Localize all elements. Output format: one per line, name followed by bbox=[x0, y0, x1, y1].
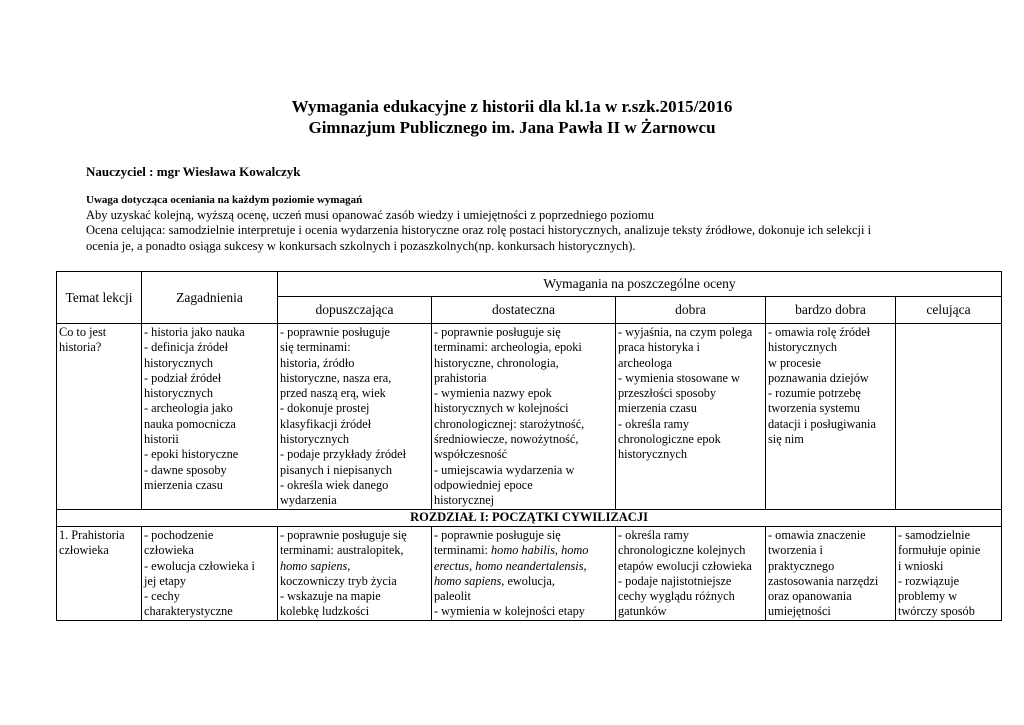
section-row bbox=[57, 510, 1002, 527]
cell-line: - wskazuje na mapie bbox=[280, 589, 381, 604]
cell-line: - wyjaśnia, na czym polega bbox=[618, 325, 753, 339]
cell-line: Co to jest bbox=[59, 325, 107, 339]
cell-grade-bardzo-dobra bbox=[766, 324, 896, 510]
cell-grade-celujaca bbox=[896, 527, 1002, 621]
cell-line: koczowniczy tryb życia bbox=[280, 573, 397, 588]
cell-grade-dostateczna bbox=[432, 527, 616, 621]
cell-line: historycznych bbox=[144, 386, 213, 401]
header-grade: dostateczna bbox=[432, 297, 616, 324]
header-grade: bardzo dobra bbox=[766, 297, 896, 324]
header-grade: celująca bbox=[896, 297, 1002, 324]
cell-line: historycznych bbox=[280, 432, 349, 447]
cell-line: historyczne, chronologia, bbox=[434, 355, 559, 370]
cell-line: historia? bbox=[59, 340, 102, 355]
cell-line: datacji i posługiwania bbox=[768, 416, 876, 431]
cell-grade-celujaca bbox=[896, 324, 1002, 510]
document-title: Wymagania edukacyjne z historii dla kl.1a w r.szk.2015/2016 bbox=[291, 97, 733, 116]
cell-line: problemy w bbox=[898, 589, 958, 604]
teacher-name: Nauczyciel : mgr Wiesława Kowalczyk bbox=[86, 164, 301, 179]
cell-line: terminami: archeologia, epoki bbox=[434, 340, 582, 355]
header-requirements: Wymagania na poszczególne oceny bbox=[278, 272, 1002, 297]
cell-line: wydarzenia bbox=[280, 493, 337, 508]
header-issues: Zagadnienia bbox=[142, 272, 278, 324]
cell-line: - ewolucja człowieka i bbox=[144, 558, 255, 573]
cell-line: - poprawnie posługuje się bbox=[280, 528, 407, 542]
header-grade: dopuszczająca bbox=[278, 297, 432, 324]
cell-line: - określa wiek danego bbox=[280, 477, 389, 492]
cell-line: - rozumie potrzebę bbox=[768, 386, 861, 401]
cell-line: - dawne sposoby bbox=[144, 462, 227, 477]
cell-line: - poprawnie posługuje bbox=[280, 325, 390, 339]
cell-line: charakterystyczne bbox=[144, 604, 233, 619]
cell-line: formułuje opinie bbox=[898, 543, 981, 558]
cell-line: pisanych i niepisanych bbox=[280, 462, 393, 477]
section-title: ROZDZIAŁ I: POCZĄTKI CYWILIZACJI bbox=[57, 510, 1002, 527]
grading-note-line: Ocena celująca: samodzielnie interpretuje i ocenia wydarzenia historyczne oraz rolę postaci historycznych, analizuje teksty źródłowe, dokonuje ich selekcji i bbox=[86, 223, 872, 238]
cell-line: współczesność bbox=[434, 447, 508, 462]
cell-line: chronologicznej: starożytność, bbox=[434, 416, 585, 431]
cell-line: - historia jako nauka bbox=[144, 325, 245, 339]
cell-line: i wnioski bbox=[898, 558, 944, 573]
cell-line: - omawia rolę źródeł bbox=[768, 325, 871, 339]
cell-line: - wymienia nazwy epok bbox=[434, 386, 552, 401]
cell-line: paleolit bbox=[434, 589, 471, 604]
grading-note-line: ocenia je, a ponadto osiąga sukcesy w konkursach szkolnych i pozaszkolnych(np. konkursach historycznych). bbox=[86, 238, 636, 253]
cell-line: gatunków bbox=[618, 604, 667, 619]
cell-grade-dopuszczajaca bbox=[278, 527, 432, 621]
cell-line: historycznych bbox=[618, 447, 687, 462]
cell-line: etapów ewolucji człowieka bbox=[618, 558, 752, 573]
cell-line: twórczy sposób bbox=[898, 604, 975, 619]
cell-line: człowieka bbox=[144, 543, 194, 558]
cell-line: - pochodzenie bbox=[144, 528, 214, 542]
cell-line: - dokonuje prostej bbox=[280, 401, 370, 416]
cell-line: jej etapy bbox=[144, 573, 186, 588]
cell-line: - samodzielnie bbox=[898, 528, 971, 542]
cell-line: chronologiczne kolejnych bbox=[618, 543, 746, 558]
cell-line: historycznych bbox=[144, 355, 213, 370]
cell-line: cechy wyglądu różnych bbox=[618, 589, 735, 604]
cell-line: tworzenia i bbox=[768, 543, 823, 558]
table-row bbox=[57, 527, 1002, 621]
grading-note bbox=[86, 193, 946, 254]
cell-issues bbox=[142, 324, 278, 510]
cell-line: mierzenia czasu bbox=[618, 401, 697, 416]
cell-line: erectus, homo neandertalensis, bbox=[434, 558, 587, 573]
cell-line: chronologiczne epok bbox=[618, 432, 721, 447]
cell-grade-dobra bbox=[616, 527, 766, 621]
cell-line: historycznych bbox=[768, 340, 837, 355]
cell-line: człowieka bbox=[59, 543, 109, 558]
cell-line: się nim bbox=[768, 432, 804, 447]
cell-line: - wymienia stosowane w bbox=[618, 370, 740, 385]
cell-grade-bardzo-dobra bbox=[766, 527, 896, 621]
cell-grade-dopuszczajaca bbox=[278, 324, 432, 510]
cell-grade-dostateczna bbox=[432, 324, 616, 510]
cell-line: historii bbox=[144, 432, 179, 447]
cell-line: przeszłości sposoby bbox=[618, 386, 717, 401]
cell-topic bbox=[57, 324, 142, 510]
cell-line: terminami: australopitek, bbox=[280, 543, 404, 558]
header-topic: Temat lekcji bbox=[57, 272, 142, 324]
grading-note-heading: Uwaga dotycząca oceniania na każdym poziomie wymagań bbox=[86, 194, 363, 206]
cell-line: praca historyka i bbox=[618, 340, 700, 355]
cell-line: - poprawnie posługuje się bbox=[434, 325, 561, 339]
cell-line: poznawania dziejów bbox=[768, 370, 869, 385]
cell-grade-dobra bbox=[616, 324, 766, 510]
cell-line: - definicja źródeł bbox=[144, 340, 228, 355]
cell-line: - podaje przykłady źródeł bbox=[280, 447, 406, 462]
cell-line: historia, źródło bbox=[280, 355, 355, 370]
cell-line: - podaje najistotniejsze bbox=[618, 573, 732, 588]
requirements-table bbox=[56, 271, 1002, 621]
cell-line: - wymienia w kolejności etapy bbox=[434, 604, 585, 619]
cell-line: - rozwiązuje bbox=[898, 573, 960, 588]
cell-line: kolebkę ludzkości bbox=[280, 604, 370, 619]
cell-line: prahistoria bbox=[434, 370, 487, 385]
cell-line: odpowiedniej epoce bbox=[434, 477, 533, 492]
cell-line: - omawia znaczenie bbox=[768, 528, 866, 542]
cell-topic bbox=[57, 527, 142, 621]
cell-line: historycznych w kolejności bbox=[434, 401, 569, 416]
cell-line: archeologa bbox=[618, 355, 672, 370]
cell-line: w procesie bbox=[768, 355, 821, 370]
cell-line: historycznej bbox=[434, 493, 495, 508]
cell-line: przed naszą erą, wiek bbox=[280, 386, 386, 401]
cell-line: - cechy bbox=[144, 589, 180, 604]
cell-line: - podział źródeł bbox=[144, 370, 222, 385]
cell-line: klasyfikacji źródeł bbox=[280, 416, 372, 431]
cell-line: - określa ramy bbox=[618, 528, 690, 542]
grading-note-line: Aby uzyskać kolejną, wyższą ocenę, uczeń musi opanować zasób wiedzy i umiejętności z poprzedniego poziomu bbox=[86, 208, 654, 222]
cell-line: zastosowania narzędzi bbox=[768, 573, 879, 588]
cell-line: - umiejscawia wydarzenia w bbox=[434, 462, 575, 477]
cell-line: - określa ramy bbox=[618, 416, 690, 431]
cell-line: - epoki historyczne bbox=[144, 447, 239, 462]
cell-line: się terminami: bbox=[280, 340, 351, 355]
document-subtitle: Gimnazjum Publicznego im. Jana Pawła II w Żarnowcu bbox=[308, 118, 716, 137]
cell-line: homo sapiens, ewolucja, bbox=[434, 573, 555, 588]
cell-line: tworzenia systemu bbox=[768, 401, 860, 416]
cell-line: praktycznego bbox=[768, 558, 835, 573]
cell-line: nauka pomocnicza bbox=[144, 416, 236, 431]
cell-line: średniowiecze, nowożytność, bbox=[434, 432, 579, 447]
cell-line: terminami: homo habilis, homo bbox=[434, 543, 589, 558]
header-grade: dobra bbox=[616, 297, 766, 324]
table-row bbox=[57, 324, 1002, 510]
cell-line: umiejętności bbox=[768, 604, 831, 619]
cell-line: - archeologia jako bbox=[144, 401, 233, 416]
cell-line: historyczne, nasza era, bbox=[280, 370, 392, 385]
cell-line: homo sapiens, bbox=[280, 558, 351, 573]
cell-line: mierzenia czasu bbox=[144, 477, 223, 492]
cell-line: oraz opanowania bbox=[768, 589, 852, 604]
cell-line: 1. Prahistoria bbox=[59, 528, 125, 542]
cell-line: - poprawnie posługuje się bbox=[434, 528, 561, 542]
cell-issues bbox=[142, 527, 278, 621]
